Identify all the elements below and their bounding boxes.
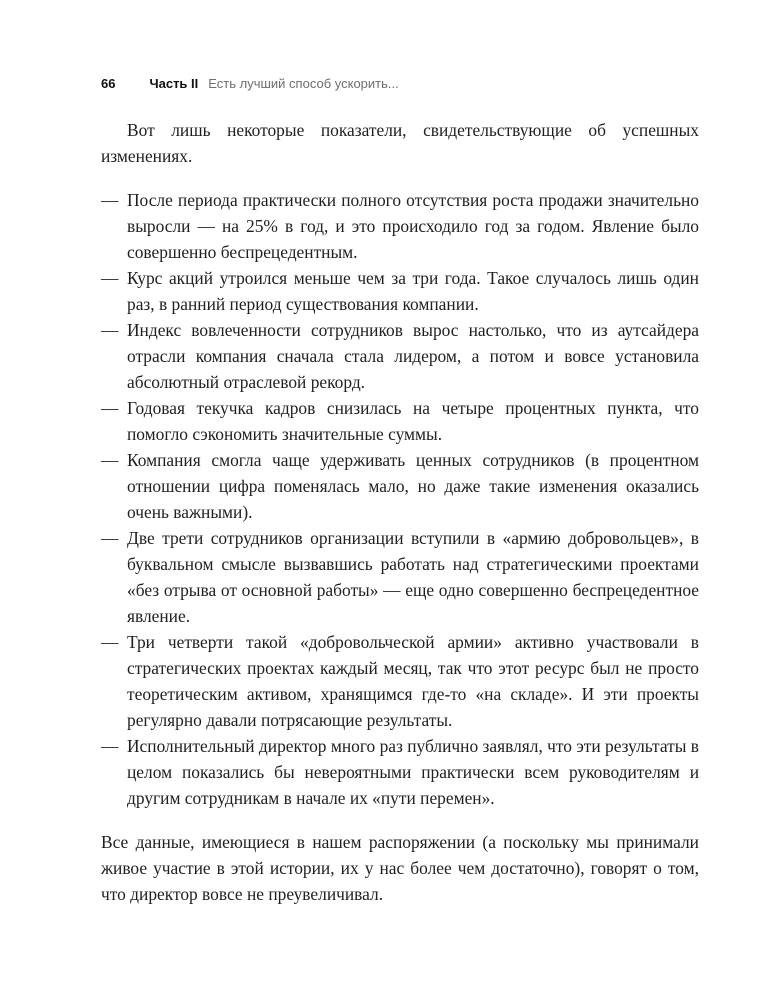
running-header — [101, 72, 701, 96]
list-item — [101, 187, 699, 265]
dash-marker: — — [101, 398, 119, 418]
body-text — [101, 117, 699, 907]
dash-marker: — — [101, 632, 119, 652]
list-item-text: Две трети сотрудников организации вступили в «армию добровольцев», в буквальном смысле вызвавшись работать над стратегическими проектами «без отрыва от основной работы» — еще одно совершенно беспрецедентное явление. — [127, 528, 699, 626]
results-list — [101, 187, 699, 811]
list-item — [101, 447, 699, 525]
list-item — [101, 395, 699, 447]
part-label: Часть II — [149, 76, 199, 91]
list-item-text: Три четверти такой «добровольческой армии» активно участвовали в стратегических проектах каждый месяц, так что этот ресурс был не просто теоретическим активом, хранящимся где-то «на складе». И эти проекты регулярно давали потрясающие результаты. — [127, 632, 699, 730]
list-item — [101, 265, 699, 317]
chapter-title: Есть лучший способ ускорить... — [208, 76, 399, 91]
closing-paragraph: Все данные, имеющиеся в нашем распоряжении (а поскольку мы принимали живое участие в этой истории, их у нас более чем достаточно), говорят о том, что директор вовсе не преувеличивал. — [101, 832, 699, 904]
list-item-text: После периода практически полного отсутствия роста продажи значительно выросли — на 25% в год, и это происходило год за годом. Явление было совершенно беспрецедентным. — [127, 190, 699, 262]
page-number: 66 — [101, 76, 116, 91]
dash-marker: — — [101, 450, 119, 470]
intro-paragraph: Вот лишь некоторые показатели, свидетельствующие об успешных изменениях. — [101, 120, 699, 166]
list-item-text: Индекс вовлеченности сотрудников вырос настолько, что из аутсайдера отрасли компания сначала стала лидером, а потом и вовсе установила абсолютный отраслевой рекорд. — [127, 320, 699, 392]
list-item — [101, 317, 699, 395]
list-item — [101, 525, 699, 629]
dash-marker: — — [101, 190, 119, 210]
dash-marker: — — [101, 268, 119, 288]
list-item-text: Компания смогла чаще удерживать ценных сотрудников (в процентном отношении цифра поменялась мало, но даже такие изменения оказались очень важными). — [127, 450, 699, 522]
list-item-text: Курс акций утроился меньше чем за три года. Такое случалось лишь один раз, в ранний период существования компании. — [127, 268, 699, 314]
list-item — [101, 733, 699, 811]
dash-marker: — — [101, 736, 119, 756]
dash-marker: — — [101, 528, 119, 548]
dash-marker: — — [101, 320, 119, 340]
list-item-text: Годовая текучка кадров снизилась на четыре процентных пункта, что помогло сэкономить значительные суммы. — [127, 398, 699, 444]
list-item-text: Исполнительный директор много раз публично заявлял, что эти результаты в целом показались бы невероятными практически всем руководителям и другим сотрудникам в начале их «пути перемен». — [127, 736, 699, 808]
list-item — [101, 629, 699, 733]
